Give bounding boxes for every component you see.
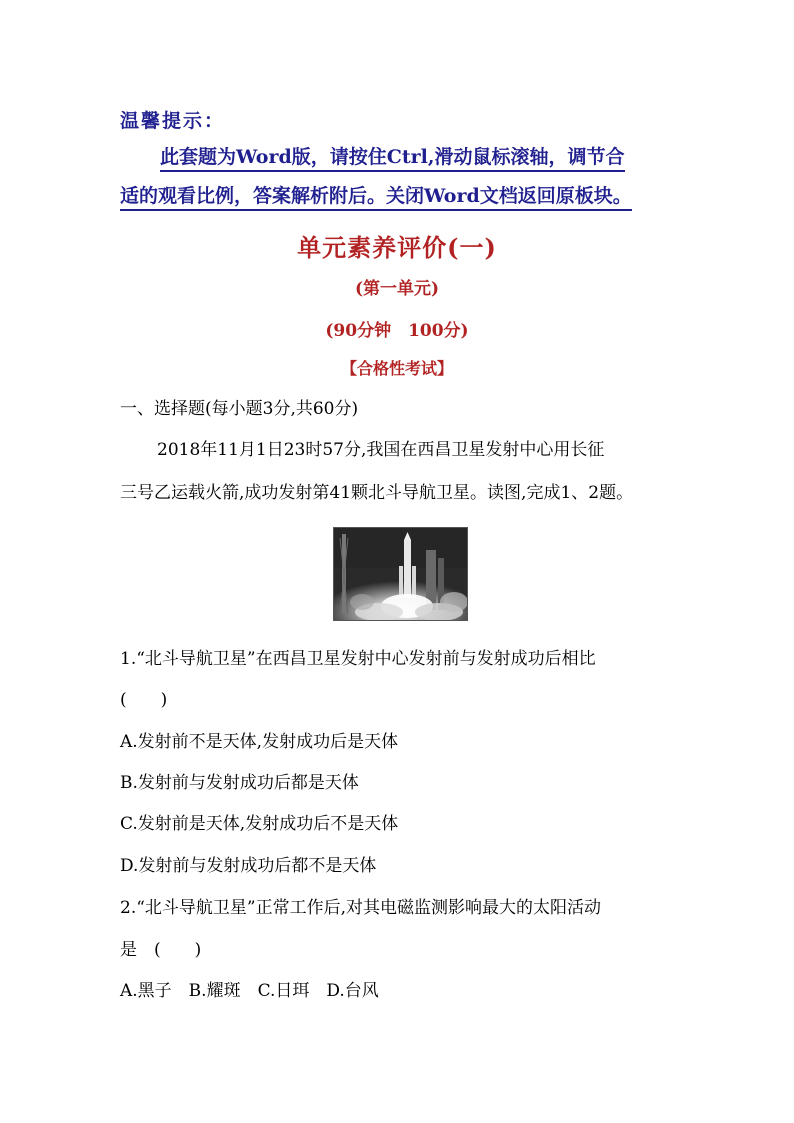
passage-line-1: 2018年11月1日23时57分,我国在西昌卫星发射中心用长征 xyxy=(157,440,605,460)
exam-type-label: 【合格性考试】 xyxy=(340,359,453,378)
question-1-stem-line-2: ( ) xyxy=(120,690,168,710)
question-1-option-c: C.发射前是天体,发射成功后不是天体 xyxy=(120,814,399,834)
rocket-launch-photo-icon xyxy=(333,527,468,621)
question-2-stem-line-2: 是 ( ) xyxy=(120,940,202,960)
question-1-stem-line-1: 1.“北斗导航卫星”在西昌卫星发射中心发射前与发射成功后相比 xyxy=(120,649,596,669)
tips-line-2: 适的观看比例，答案解析附后。关闭Word文档返回原板块。 xyxy=(120,185,632,211)
time-score-label: (90分钟 100分) xyxy=(325,321,469,341)
question-1-option-b: B.发射前与发射成功后都是天体 xyxy=(120,773,359,793)
question-2-stem-line-1: 2.“北斗导航卫星”正常工作后,对其电磁监测影响最大的太阳活动 xyxy=(120,898,602,918)
tips-title: 温馨提示： xyxy=(120,110,226,132)
section-heading: 一、选择题(每小题3分,共60分) xyxy=(120,399,359,419)
passage-line-2: 三号乙运载火箭,成功发射第41颗北斗导航卫星。读图,完成1、2题。 xyxy=(120,483,634,503)
tips-line-1: 此套题为Word版，请按住Ctrl,滑动鼠标滚轴，调节合 xyxy=(160,146,625,172)
question-1-option-d: D.发射前与发射成功后都不是天体 xyxy=(120,856,377,876)
question-2-options: A.黑子 B.耀斑 C.日珥 D.台风 xyxy=(120,981,379,1001)
page-title: 单元素养评价(一) xyxy=(297,233,497,262)
question-1-option-a: A.发射前不是天体,发射成功后是天体 xyxy=(120,732,399,752)
unit-label: (第一单元) xyxy=(354,279,440,299)
